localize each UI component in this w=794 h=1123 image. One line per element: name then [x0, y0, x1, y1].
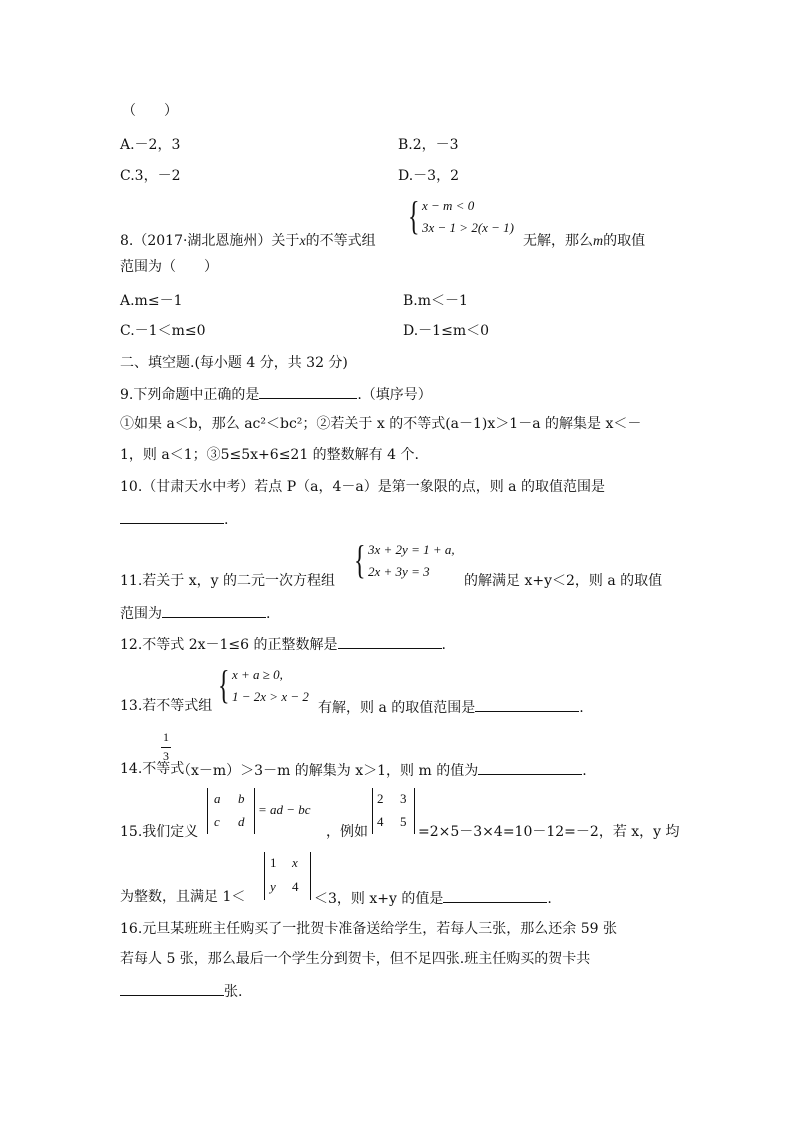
q7-option-c: C.3，－2: [120, 168, 181, 184]
q15-det-left-bar: [207, 788, 208, 834]
q11-prefix: 11.若关于 x，y 的二元一次方程组: [120, 573, 335, 589]
q13-end: .: [579, 700, 584, 716]
q15-det-right-bar: [254, 788, 255, 834]
q14-fraction-bar: [161, 747, 171, 748]
q15-prefix: 15.我们定义: [120, 824, 199, 840]
section-heading: 二、填空题.(每小题 4 分，共 32 分): [120, 355, 348, 371]
q14-fraction-denominator: 3: [163, 749, 169, 763]
q11-brace: {: [354, 537, 366, 582]
q9-line3: 1，则 a＜1；③5≤5x+6≤21 的整数解有 4 个.: [120, 447, 419, 463]
q13-inequality-system: [218, 662, 318, 711]
q12-answer-blank[interactable]: [338, 634, 442, 649]
q8-var-m: m: [593, 234, 604, 249]
q8-suffix-a: 无解，那么: [523, 233, 593, 249]
q15-det-d: d: [238, 814, 245, 829]
q10-line2: [120, 509, 228, 529]
q15-line2a: 为整数，且满足 1＜: [120, 889, 246, 905]
q11-eq1: 3x + 2y = 1 + a,: [368, 542, 455, 557]
q15-ex-21: 4: [377, 814, 384, 829]
q10-end: .: [224, 512, 229, 528]
q8-option-d: D.－1≤m＜0: [403, 323, 489, 339]
q15-example: =2×5－3×4=10－12=－2，若 x，y 均: [418, 824, 680, 840]
q8-eq2: 3x − 1 > 2(x − 1): [422, 220, 515, 235]
q8-eq1: x − m < 0: [422, 198, 475, 213]
q13-eq1: x + a ≥ 0,: [232, 667, 283, 682]
q14-suffix-line: [177, 760, 587, 780]
q15-determinant-example: [370, 788, 420, 836]
q15-line2b-wrap: [314, 888, 552, 908]
q16-line2: 若每人 5 张，那么最后一个学生分到贺卡，但不足四张.班主任购买的贺卡共: [120, 951, 591, 967]
q13-suffix-line: [318, 697, 584, 717]
q8-var-x: x: [299, 234, 306, 249]
q10-line1: 10.（甘肃天水中考）若点 P（a，4－a）是第一象限的点，则 a 的取值范围是: [120, 479, 605, 495]
q15-det-a: a: [214, 791, 221, 806]
q15-det-c: c: [214, 814, 220, 829]
q14-end: .: [582, 763, 587, 779]
q8-option-a: A.m≤－1: [120, 293, 183, 309]
q15-cond-left-bar: [264, 852, 265, 900]
q9-line2: ①如果 a＜b，那么 ac²＜bc²；②若关于 x 的不等式(a－1)x＞1－a 的解集是 x＜－: [120, 416, 642, 432]
q15-ex-right-bar: [414, 788, 415, 834]
q15-det-b: b: [238, 791, 245, 806]
q14-fraction-numerator: 1: [163, 730, 169, 744]
q15-cond-12: x: [292, 855, 298, 870]
q9-stem-end: .（填序号）: [357, 387, 432, 403]
q13-brace: {: [218, 662, 230, 707]
q13-eq2: 1 − 2x > x − 2: [232, 689, 309, 704]
q8-option-b: B.m＜－1: [403, 293, 468, 309]
q15-ex-left-bar: [372, 788, 373, 834]
q11-line2-text: 范围为: [120, 606, 162, 622]
q16-line1: 16.元旦某班班主任购买了一批贺卡准备送给学生，若每人三张，那么还余 59 张: [120, 921, 617, 937]
q9-line1: [120, 384, 432, 404]
q8-brace: {: [408, 193, 420, 238]
q7-option-d: D.－3，2: [398, 168, 459, 184]
q16-line3: [120, 981, 242, 1001]
q12-stem: 12.不等式 2x－1≤6 的正整数解是: [120, 637, 338, 653]
q13-prefix: 13.若不等式组: [120, 698, 213, 714]
q11-line2: [120, 603, 270, 623]
q11-answer-blank[interactable]: [162, 603, 266, 618]
q15-ex-11: 2: [377, 791, 384, 806]
q14-prefix: 14.不等式: [120, 761, 185, 777]
q11-eq2: 2x + 3y = 3: [368, 564, 430, 579]
q7-paren: （ ）: [122, 103, 178, 119]
q15-cond-21: y: [270, 879, 276, 894]
q15-det-formula: = ad − bc: [258, 802, 311, 817]
q16-end: 张.: [224, 984, 243, 1000]
q12-end: .: [441, 637, 446, 653]
q16-answer-blank[interactable]: [120, 981, 224, 996]
q8-stem: [120, 232, 376, 251]
q15-ex-12: 3: [400, 791, 407, 806]
q15-line2b: ＜3，则 x+y 的值是: [314, 891, 444, 907]
q13-suffix: 有解，则 a 的取值范围是: [318, 700, 476, 716]
q15-cond-right-bar: [310, 852, 311, 900]
q12-line: [120, 634, 446, 654]
q13-answer-blank[interactable]: [475, 697, 579, 712]
q8-mid: 的不等式组: [305, 233, 376, 249]
q8-option-c: C.－1＜m≤0: [120, 323, 206, 339]
q7-option-a: A.－2，3: [120, 137, 181, 153]
q15-mid: ，例如: [326, 824, 368, 840]
q8-inequality-system: [408, 193, 523, 242]
q8-stem-end: [523, 232, 645, 251]
q15-determinant-definition: [205, 788, 325, 836]
q9-answer-blank[interactable]: [259, 384, 357, 399]
q11-suffix: 的解满足 x+y＜2，则 a 的取值: [464, 573, 663, 589]
q15-ex-22: 5: [400, 814, 407, 829]
q7-option-b: B.2，－3: [398, 137, 459, 153]
q14-answer-blank[interactable]: [478, 760, 582, 775]
q10-answer-blank[interactable]: [120, 509, 224, 524]
q8-line2: 范围为（ ）: [120, 259, 218, 275]
q11-equation-system: [354, 537, 464, 586]
q8-suffix-b: 的取值: [603, 233, 646, 249]
q15-cond-22: 4: [292, 879, 299, 894]
q11-end: .: [266, 606, 271, 622]
q14-suffix: （x－m）＞3－m 的解集为 x＞1，则 m 的值为: [177, 763, 479, 779]
q9-stem: 9.下列命题中正确的是: [120, 387, 260, 403]
q15-determinant-condition: [262, 852, 316, 902]
q15-answer-blank[interactable]: [443, 888, 547, 903]
q15-end: .: [547, 891, 552, 907]
q15-cond-11: 1: [270, 855, 277, 870]
q8-prefix: 8.（2017·湖北恩施州）关于: [120, 233, 300, 249]
